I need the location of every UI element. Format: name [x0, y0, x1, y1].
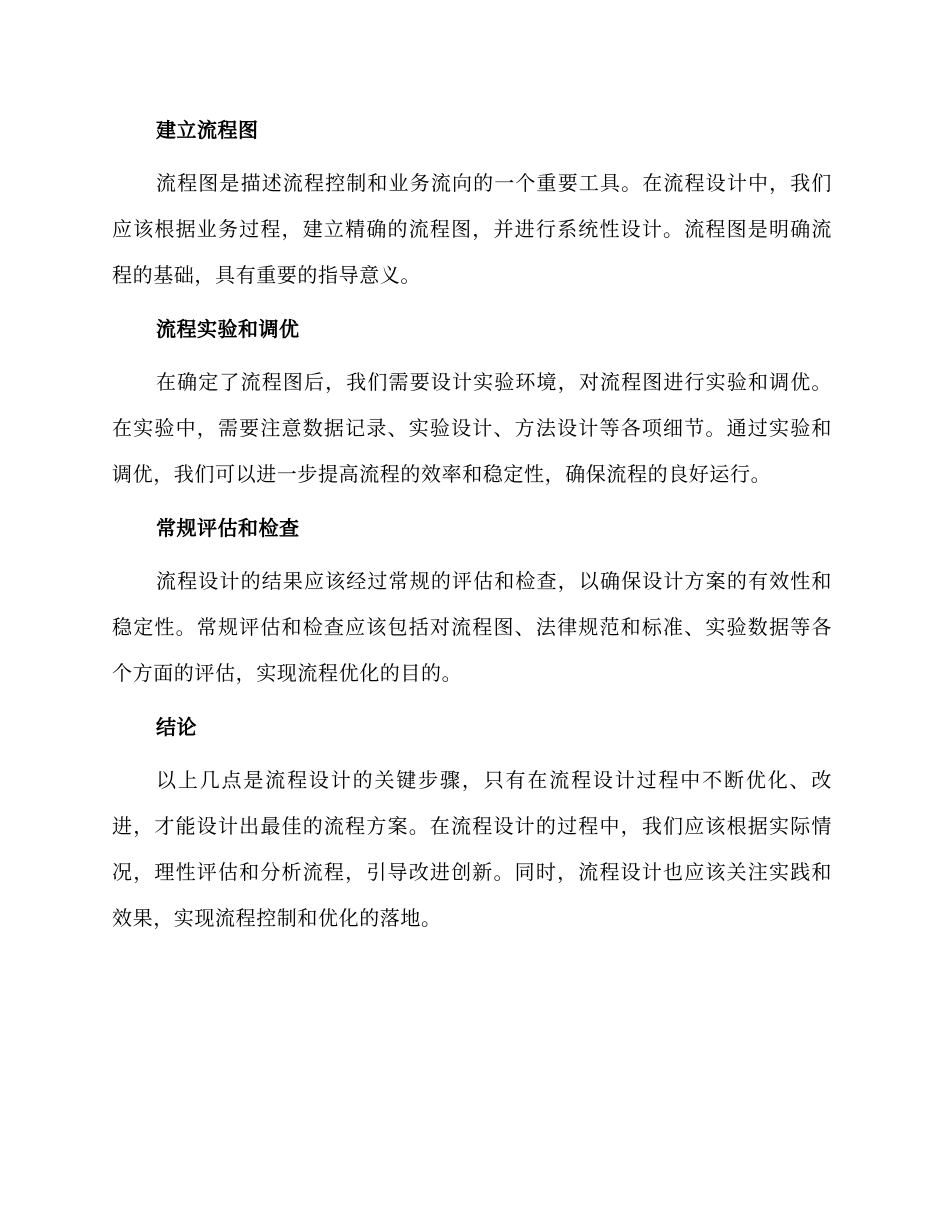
section-paragraph-experiment: 在确定了流程图后，我们需要设计实验环境，对流程图进行实验和调优。在实验中，需要注意数据记录、实验设计、方法设计等各项细节。通过实验和调优，我们可以进一步提高流程的效率和稳定性，确保流程的良好运行。 — [112, 370, 832, 486]
section-heading-experiment: 流程实验和调优 — [156, 317, 300, 341]
section-paragraph-flowchart: 流程图是描述流程控制和业务流向的一个重要工具。在流程设计中，我们应该根据业务过程，建立精确的流程图，并进行系统性设计。流程图是明确流程的基础，具有重要的指导意义。 — [112, 171, 832, 287]
section-paragraph-evaluation: 流程设计的结果应该经过常规的评估和检查，以确保设计方案的有效性和稳定性。常规评估和检查应该包括对流程图、法律规范和标准、实验数据等各个方面的评估，实现流程优化的目的。 — [112, 569, 832, 685]
section-heading-evaluation: 常规评估和检查 — [156, 516, 300, 540]
section-paragraph-conclusion: 以上几点是流程设计的关键步骤，只有在流程设计过程中不断优化、改进，才能设计出最佳的流程方案。在流程设计的过程中，我们应该根据实际情况，理性评估和分析流程，引导改进创新。同时，流程设计也应该关注实践和效果，实现流程控制和优化的落地。 — [112, 768, 832, 930]
section-heading-flowchart: 建立流程图 — [156, 118, 259, 142]
section-heading-conclusion: 结论 — [156, 715, 197, 739]
document-body — [112, 112, 832, 954]
